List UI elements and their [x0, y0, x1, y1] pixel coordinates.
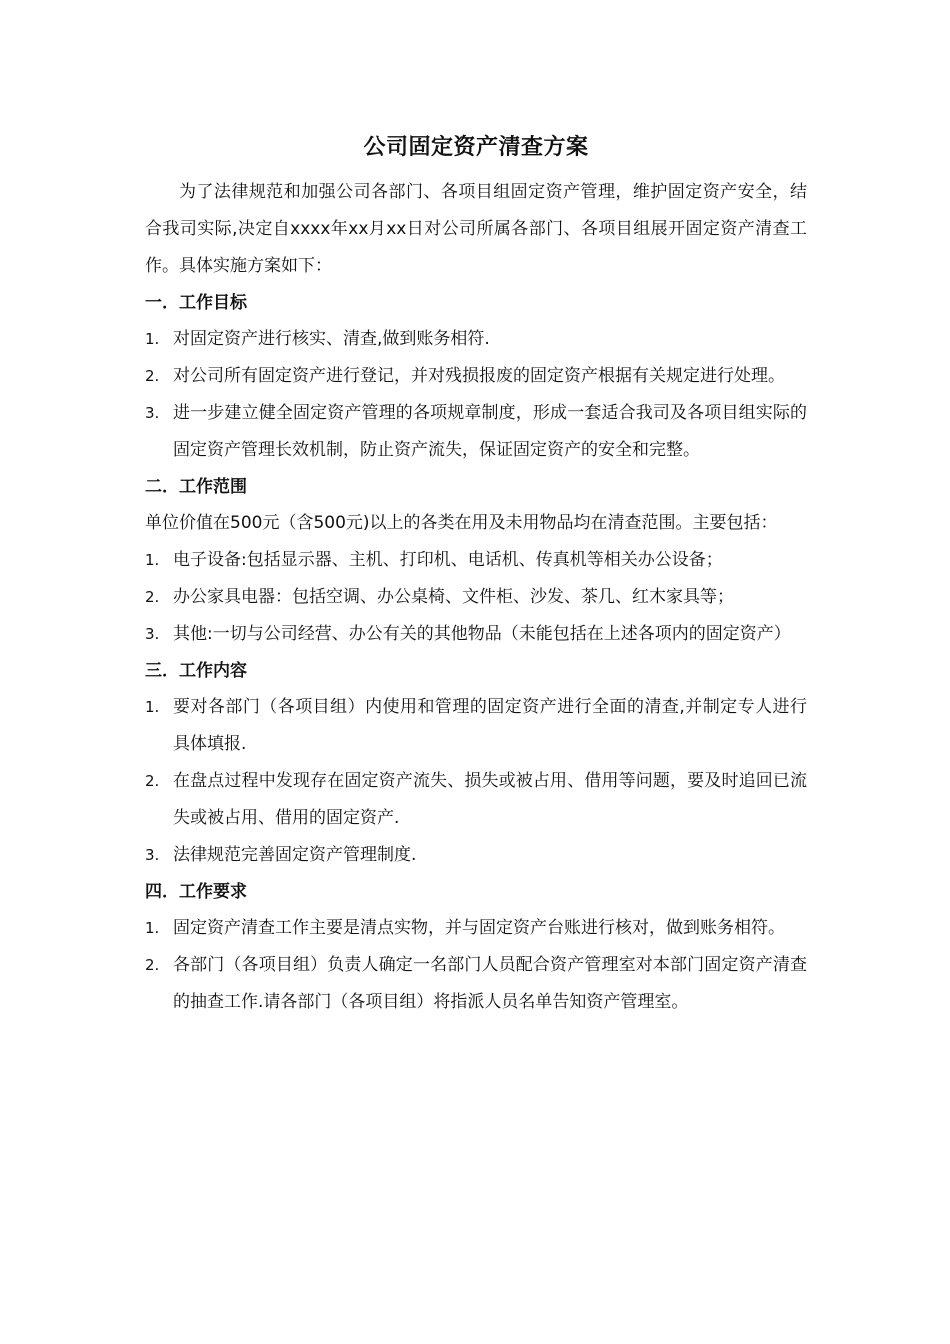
- list-item-text: 电子设备:包括显示器、主机、打印机、电话机、传真机等相关办公设备；: [173, 550, 723, 570]
- scope-paragraph: 单位价值在500元（含500元)以上的各类在用及未用物品均在清查范围。主要包括：: [145, 513, 778, 533]
- list-item-text: 其他:一切与公司经营、办公有关的其他物品（未能包括在上述各项内的固定资产）: [173, 624, 791, 644]
- list-item-text: 在盘点过程中发现存在固定资产流失、损失或被占用、借用等问题，要及时追回已流失或被占用、借用的固定资产.: [173, 771, 807, 828]
- list-item: [145, 395, 807, 469]
- list-item: [145, 542, 807, 579]
- list-item-number: 3.: [145, 625, 160, 643]
- content-list: [145, 689, 807, 874]
- list-item-text: 固定资产清查工作主要是清点实物，并与固定资产台账进行核对，做到账务相符。: [173, 918, 785, 938]
- list-item-text: 进一步建立健全固定资产管理的各项规章制度，形成一套适合我司及各项目组实际的固定资产管理长效机制，防止资产流失，保证固定资产的安全和完整。: [173, 403, 807, 460]
- intro-paragraph: 为了法律规范和加强公司各部门、各项目组固定资产管理，维护固定资产安全，结合我司实际,决定自xxxx年xx月xx日对公司所属各部门、各项目组展开固定资产清查工作。具体实施方案如下：: [145, 182, 807, 276]
- list-item-text: 各部门（各项目组）负责人确定一名部门人员配合资产管理室对本部门固定资产清查的抽查工作.请各部门（各项目组）将指派人员名单告知资产管理室。: [173, 955, 807, 1012]
- list-item: [145, 763, 807, 837]
- list-item-number: 3.: [145, 404, 160, 422]
- document-title: 公司固定资产清查方案: [363, 135, 589, 160]
- list-item-number: 2.: [145, 588, 160, 606]
- list-item-number: 3.: [145, 846, 160, 864]
- list-item-number: 1.: [145, 698, 160, 716]
- list-item: [145, 358, 807, 395]
- list-item: [145, 837, 807, 874]
- list-item-text: 要对各部门（各项目组）内使用和管理的固定资产进行全面的清查,并制定专人进行具体填报.: [173, 697, 807, 754]
- list-item-number: 1.: [145, 551, 160, 569]
- list-item: [145, 579, 807, 616]
- list-item-number: 1.: [145, 330, 160, 348]
- list-item-text: 对固定资产进行核实、清查,做到账务相符.: [173, 329, 490, 349]
- section-heading-goals: 一．工作目标: [145, 293, 247, 313]
- list-item: [145, 947, 807, 1021]
- document-page: [145, 128, 807, 1021]
- list-item-number: 1.: [145, 919, 160, 937]
- section-heading-content: 三．工作内容: [145, 661, 247, 681]
- list-item: [145, 321, 807, 358]
- requirements-list: [145, 910, 807, 1021]
- section-heading-scope: 二．工作范围: [145, 477, 247, 497]
- list-item-text: 法律规范完善固定资产管理制度.: [173, 845, 417, 865]
- list-item-number: 2.: [145, 367, 160, 385]
- scope-list: [145, 542, 807, 653]
- list-item-text: 对公司所有固定资产进行登记，并对残损报废的固定资产根据有关规定进行处理。: [173, 366, 785, 386]
- goals-list: [145, 321, 807, 469]
- list-item-text: 办公家具电器：包括空调、办公桌椅、文件柜、沙发、茶几、红木家具等；: [173, 587, 734, 607]
- list-item-number: 2.: [145, 956, 160, 974]
- list-item-number: 2.: [145, 772, 160, 790]
- list-item: [145, 616, 807, 653]
- section-heading-requirements: 四．工作要求: [145, 882, 247, 902]
- list-item: [145, 910, 807, 947]
- list-item: [145, 689, 807, 763]
